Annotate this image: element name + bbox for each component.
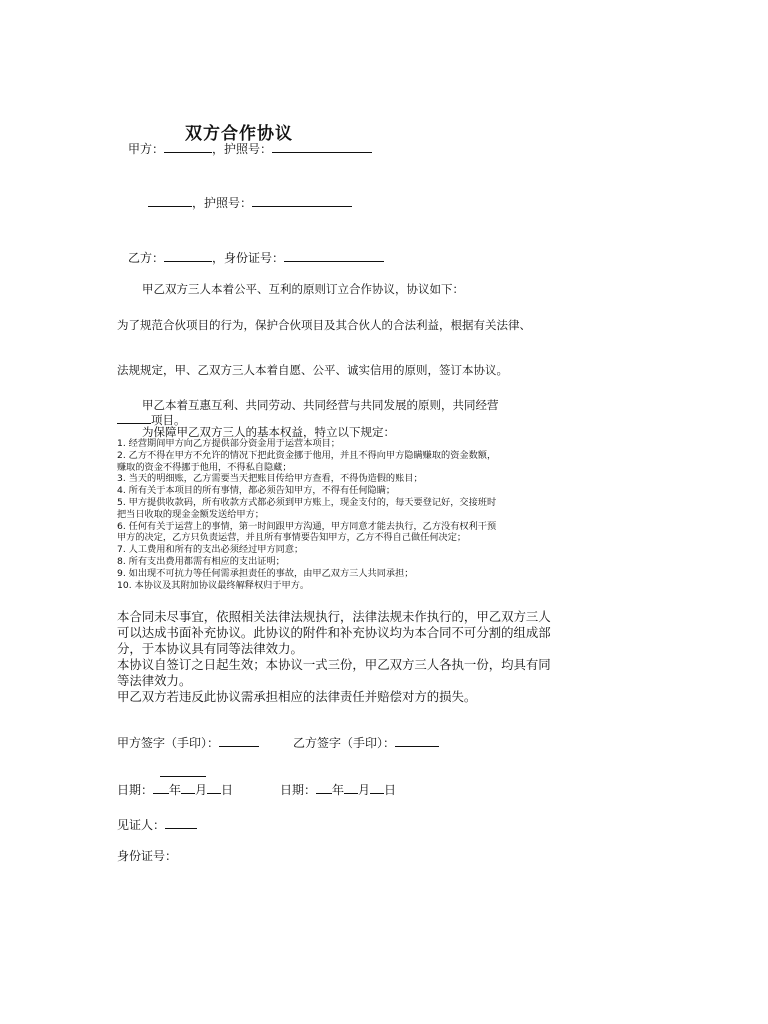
party-b-line <box>128 249 384 265</box>
year-unit: 年 <box>169 783 182 797</box>
closing-paragraph-3: 甲乙双方若违反此协议需承担相应的法律责任并赔偿对方的损失。 <box>117 689 477 704</box>
year-blank <box>153 781 169 794</box>
witness-blank <box>165 816 197 829</box>
party-b-label: 乙方： <box>128 251 165 265</box>
principle-project-suffix: 项目。 <box>151 413 186 427</box>
closing-section <box>117 609 557 705</box>
separator-line <box>160 776 206 777</box>
clause-line: 甲方的决定，乙方只负责运营，并且所有事情要告知甲方，乙方不得自己做任何决定； <box>117 532 467 544</box>
day-unit: 日 <box>221 783 234 797</box>
clause-line: 5. 甲方提供收款码，所有收款方式都必须到甲方账上，现金支付的，每天要登记好，交接班时 <box>117 496 497 508</box>
clause-line: 3. 当天的明细账，乙方需要当天把账目传给甲方查看，不得伪造假的账目； <box>117 473 423 485</box>
clauses-list <box>117 438 496 591</box>
witness-line <box>117 816 197 832</box>
party-b-signature-label: 乙方签字（手印）： <box>293 736 396 750</box>
date-label: 日期： <box>117 783 154 797</box>
closing-paragraph-1: 本合同未尽事宜，依照相关法律法规执行，法律法规未作执行的，甲乙双方三人可以达成书面补充协议。此协议的附件和补充协议均为本合同不可分割的组成部分，于本协议具有同等法律效力。 <box>117 609 551 656</box>
witness-label: 见证人： <box>117 818 166 832</box>
clause-line: 10. 本协议及其附加协议最终解释权归于甲方。 <box>117 579 310 591</box>
clause-line: 7. 人工费用和所有的支出必须经过甲方同意； <box>117 544 304 556</box>
clause-line: 把当日收取的现金金额发送给甲方； <box>117 508 264 520</box>
party-a-label: 甲方： <box>128 142 165 156</box>
clause-line: 赚取的资金不得挪于他用，不得私自隐藏； <box>117 461 292 473</box>
party-a-passport-label: ，护照号： <box>212 142 273 156</box>
day-blank <box>370 781 384 794</box>
party-b-date <box>280 781 396 797</box>
month-blank <box>181 781 195 794</box>
intro-paragraph: 甲乙双方三人本着公平、互利的原则订立合作协议，协议如下： <box>142 282 464 296</box>
party-a-signature-label: 甲方签字（手印）： <box>117 736 220 750</box>
clause-line: 9. 如出现不可抗力等任何需承担责任的事故，由甲乙双方三人共同承担； <box>117 567 414 579</box>
party-a-date <box>117 781 233 797</box>
clause-line: 2. 乙方不得在甲方不允许的情况下把此资金挪于他用，并且不得向甲方隐瞒赚取的资金数额， <box>117 449 497 461</box>
clauses-intro: 为保障甲乙双方三人的基本权益，特立以下规定： <box>142 425 395 439</box>
second-party-line <box>148 194 352 210</box>
party-a-signature-blank <box>219 734 259 747</box>
purpose-paragraph-1: 为了规范合伙项目的行为，保护合伙项目及其合伙人的合法利益，根据有关法律、 <box>117 318 531 332</box>
day-unit: 日 <box>384 783 397 797</box>
year-blank <box>316 781 332 794</box>
year-unit: 年 <box>332 783 345 797</box>
month-blank <box>344 781 358 794</box>
party-a-signature <box>117 734 259 750</box>
party-a-line <box>128 140 372 156</box>
principle-line-1: 甲乙本着互惠互利、共同劳动、共同经营与共同发展的原则，共同经营 <box>142 398 499 412</box>
witness-id-line <box>117 849 177 863</box>
purpose-paragraph-2: 法规规定，甲、乙双方三人本着自愿、公平、诚实信用的原则，签订本协议。 <box>117 363 508 377</box>
clause-line: 1. 经营期间甲方向乙方提供部分资金用于运营本项目； <box>117 438 340 449</box>
clause-line: 6. 任何有关于运营上的事情，第一时间跟甲方沟通，甲方同意才能去执行，乙方没有权利干预 <box>117 520 497 532</box>
project-name-blank <box>117 411 151 424</box>
closing-paragraph-2: 本协议自签订之日起生效；本协议一式三份，甲乙双方三人各执一份，均具有同等法律效力。 <box>117 657 551 688</box>
party-b-signature-blank <box>395 734 439 747</box>
party-b-signature <box>293 734 439 750</box>
second-party-name-blank <box>148 194 192 207</box>
witness-id-label: 身份证号： <box>117 849 178 863</box>
party-b-id-label: ，身份证号： <box>212 251 285 265</box>
day-blank <box>207 781 221 794</box>
party-b-id-blank <box>284 249 384 262</box>
date-label: 日期： <box>280 783 317 797</box>
document-title: 双方合作协议 <box>185 124 293 144</box>
clause-line: 4. 所有关于本项目的所有事情，都必须告知甲方，不得有任何隐瞒； <box>117 485 396 497</box>
party-a-passport-blank <box>272 140 372 153</box>
second-party-passport-blank <box>252 194 352 207</box>
month-unit: 月 <box>195 783 208 797</box>
party-b-name-blank <box>164 249 212 262</box>
party-a-name-blank <box>164 140 212 153</box>
month-unit: 月 <box>358 783 371 797</box>
second-party-passport-label: ，护照号： <box>192 196 253 210</box>
clause-line: 8. 所有支出费用都需有相应的支出证明； <box>117 555 285 567</box>
